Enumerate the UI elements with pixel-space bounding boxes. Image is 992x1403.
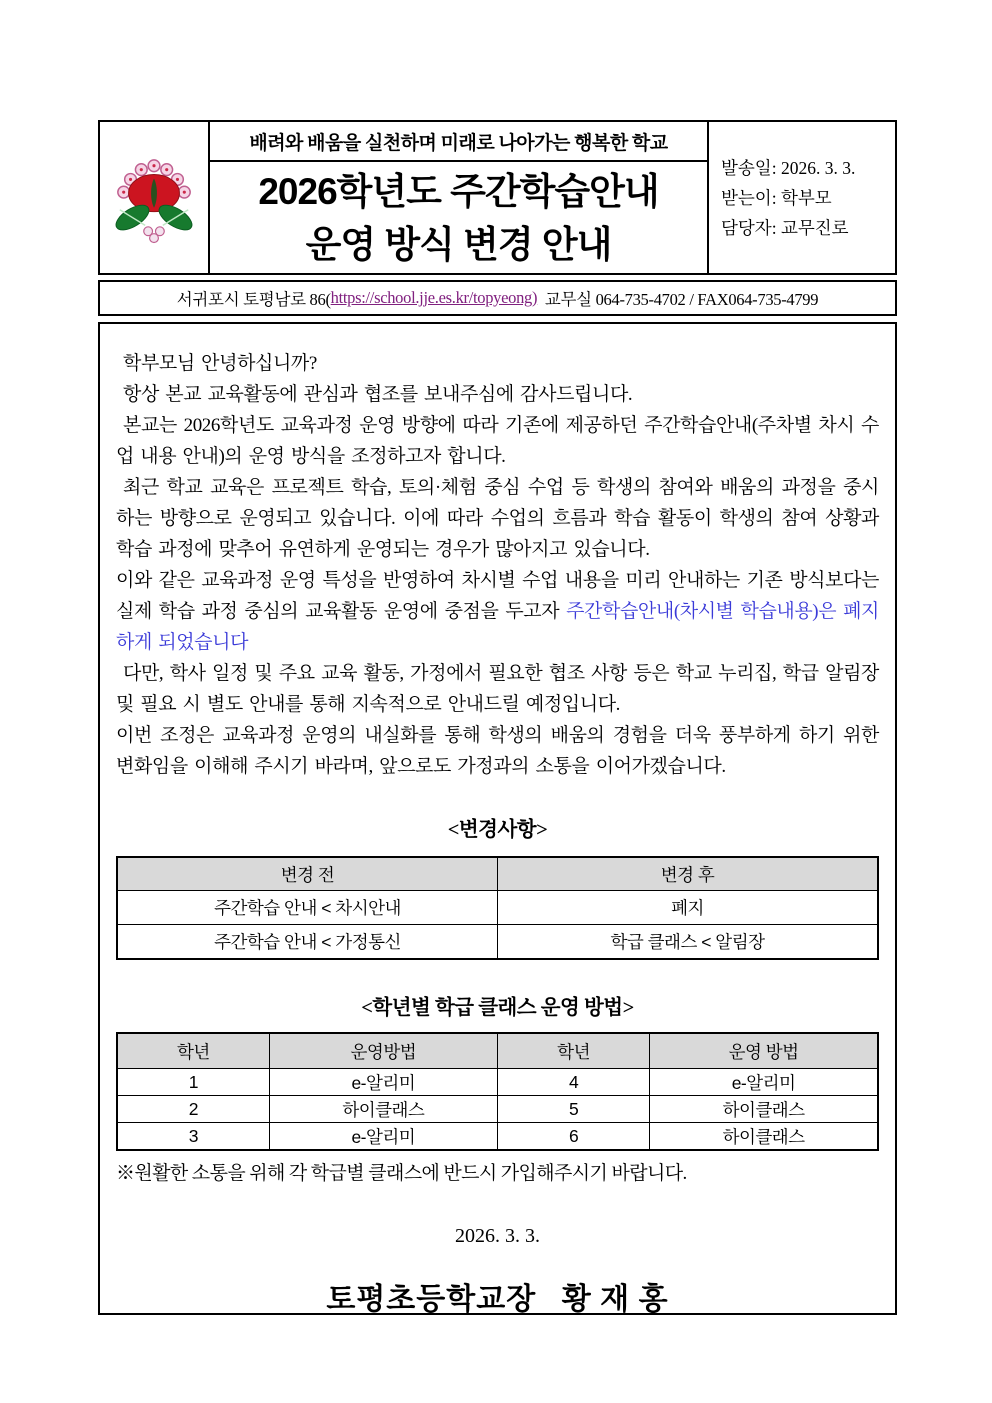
intro-paragraph: 본교는 2026학년도 교육과정 운영 방향에 따라 기존에 제공하던 주간학습안내(주차별 차시 수업 내용 안내)의 운영 방식을 조정하고자 합니다. bbox=[116, 415, 879, 467]
person-in-charge: 담당자: 교무진로 bbox=[721, 217, 849, 238]
thanks-line: 항상 본교 교육활동에 관심과 협조를 보내주심에 감사드립니다. bbox=[123, 384, 633, 405]
changes-after-2: 학급 클래스 < 알림장 bbox=[498, 925, 879, 960]
grade-4: 4 bbox=[497, 1069, 649, 1096]
grade-2-method: 하이클래스 bbox=[269, 1096, 497, 1123]
changes-table bbox=[116, 856, 879, 960]
grade-methods-table bbox=[116, 1032, 879, 1151]
send-date: 발송일: 2026. 3. 3. bbox=[721, 157, 856, 178]
join-class-note: ※원활한 소통을 위해 각 학급별 클래스에 반드시 가입해주시기 바랍니다. bbox=[116, 1163, 687, 1184]
changes-before-2: 주간학습 안내 < 가정통신 bbox=[117, 925, 498, 960]
grade-5: 5 bbox=[497, 1096, 649, 1123]
notice-title bbox=[210, 162, 707, 273]
changes-after-1: 폐지 bbox=[498, 891, 879, 925]
table-row bbox=[117, 1123, 878, 1151]
background-paragraph: 최근 학교 교육은 프로젝트 학습, 토의·체험 중심 수업 등 학생의 참여와 배움의 과정을 중시하는 방향으로 운영되고 있습니다. 이에 따라 수업의 흐름과 학습 활동이 학생의 참여 상황과 학습 과정에 맞추어 유연하게 운영되는 경우가 많아지고 있습니다. bbox=[116, 477, 879, 560]
grade-1-method: e-알리미 bbox=[269, 1069, 497, 1096]
school-website-link[interactable]: https://school.jje.es.kr/topyeong) bbox=[330, 288, 538, 307]
abolition-paragraph bbox=[116, 565, 879, 658]
method-col-1: 운영방법 bbox=[269, 1033, 497, 1069]
school-slogan: 배려와 배움을 실천하며 미래로 나아가는 행복한 학교 bbox=[210, 122, 707, 162]
grade-1: 1 bbox=[117, 1069, 269, 1096]
recipient: 받는이: 학부모 bbox=[721, 187, 832, 208]
address-suffix: 교무실 064-735-4702 / FAX064-735-4799 bbox=[537, 290, 819, 309]
alternative-paragraph: 다만, 학사 일정 및 주요 교육 활동, 가정에서 필요한 협조 사항 등은 학교 누리집, 학급 알림장 및 필요 시 별도 안내를 통해 지속적으로 안내드릴 예정입니다. bbox=[116, 663, 879, 715]
notice-title-line1: 2026학년도 주간학습안내 bbox=[258, 170, 659, 212]
notice-body bbox=[98, 322, 897, 1315]
table-row bbox=[117, 891, 878, 925]
grade-3: 3 bbox=[117, 1123, 269, 1151]
grade-6-method: 하이클래스 bbox=[650, 1123, 878, 1151]
grade-5-method: 하이클래스 bbox=[650, 1096, 878, 1123]
dispatch-info bbox=[707, 122, 895, 273]
changes-header-row bbox=[117, 857, 878, 891]
changes-section-title: <변경사항> bbox=[447, 819, 548, 841]
grade-section-title: <학년별 학급 클래스 운영 방법> bbox=[361, 997, 634, 1019]
table-row bbox=[117, 1069, 878, 1096]
document-header bbox=[98, 120, 897, 275]
changes-before-1: 주간학습 안내 < 차시안내 bbox=[117, 891, 498, 925]
grade-header-row bbox=[117, 1033, 878, 1069]
school-address-bar bbox=[98, 280, 897, 316]
table-row bbox=[117, 925, 878, 960]
issue-date: 2026. 3. 3. bbox=[455, 1225, 540, 1247]
notice-title-line2: 운영 방식 변경 안내 bbox=[305, 223, 612, 265]
school-logo-cell bbox=[100, 122, 210, 273]
changes-col-after: 변경 후 bbox=[498, 857, 879, 891]
header-center bbox=[210, 122, 707, 273]
method-col-2: 운영 방법 bbox=[650, 1033, 878, 1069]
grade-6: 6 bbox=[497, 1123, 649, 1151]
changes-col-before: 변경 전 bbox=[117, 857, 498, 891]
closing-paragraph: 이번 조정은 교육과정 운영의 내실화를 통해 학생의 배움의 경험을 더욱 풍부하게 하기 위한 변화임을 이해해 주시기 바라며, 앞으로도 가정과의 소통을 이어가겠습니다. bbox=[116, 725, 879, 777]
address-prefix: 서귀포시 토평남로 86( bbox=[176, 290, 331, 309]
abolition-text: 이와 같은 교육과정 운영 특성을 반영하여 차시별 수업 내용을 미리 안내하는 기존 방식보다는 실제 학습 과정 중심의 교육활동 운영에 중점을 두고자 bbox=[116, 570, 879, 622]
grade-col-2: 학년 bbox=[497, 1033, 649, 1069]
abolition-emphasis: 주간학습안내(차시별 학습내용)은 폐지하게 되었습니다 bbox=[116, 601, 879, 653]
grade-2: 2 bbox=[117, 1096, 269, 1123]
notice-document bbox=[98, 120, 897, 1315]
grade-3-method: e-알리미 bbox=[269, 1123, 497, 1151]
grade-col-1: 학년 bbox=[117, 1033, 269, 1069]
principal-signature: 토평초등학교장 황 재 홍 bbox=[326, 1283, 669, 1315]
greeting-line: 학부모님 안녕하십니까? bbox=[123, 353, 317, 374]
table-row bbox=[117, 1096, 878, 1123]
grade-4-method: e-알리미 bbox=[650, 1069, 878, 1096]
school-logo-icon bbox=[110, 148, 198, 248]
